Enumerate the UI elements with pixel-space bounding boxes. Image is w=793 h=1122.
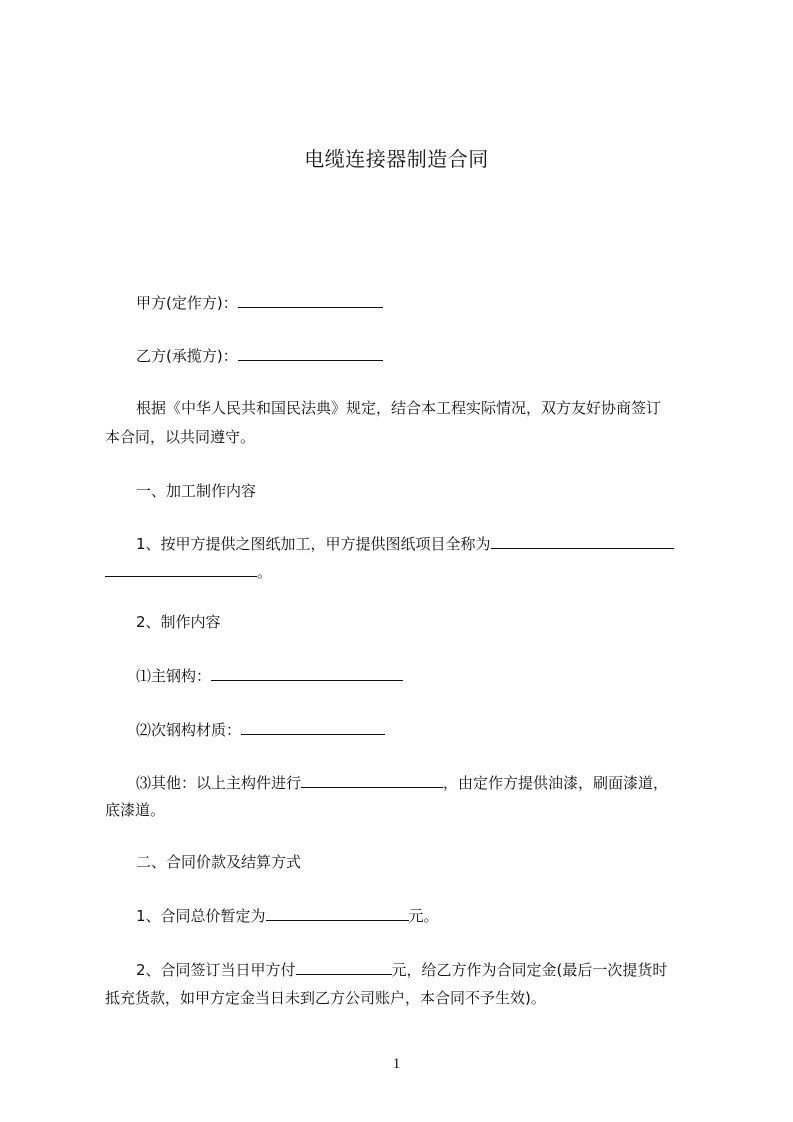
s2-item2-line2: 抵充货款，如甲方定金当日未到乙方公司账户，本合同不予生效)。 xyxy=(105,989,546,1007)
treatment-blank[interactable] xyxy=(301,773,443,788)
party-b-label: 乙方(承揽方)： xyxy=(136,347,238,365)
party-a-label: 甲方(定作方)： xyxy=(136,294,238,312)
s1-sub2-line xyxy=(136,720,385,739)
party-a-blank[interactable] xyxy=(238,293,383,308)
s2-item1-post: 元。 xyxy=(408,907,439,925)
s1-sub1-line xyxy=(136,666,403,685)
party-b-line xyxy=(136,346,383,365)
s2-item1-line xyxy=(136,906,439,925)
s1-sub1-label: ⑴主钢构： xyxy=(136,667,212,685)
s2-item1-pre: 1、合同总价暂定为 xyxy=(136,907,266,925)
s1-item1-line2 xyxy=(105,562,272,581)
s2-item2-line xyxy=(136,960,667,979)
s1-item1-line xyxy=(136,534,674,553)
s1-sub3-line xyxy=(136,773,668,792)
s1-item1-end: 。 xyxy=(257,563,273,581)
project-name-blank[interactable] xyxy=(491,534,674,549)
s1-sub2-label: ⑵次钢构材质： xyxy=(136,721,242,739)
page-number: 1 xyxy=(392,1056,401,1072)
section-2-heading: 二、合同价款及结算方式 xyxy=(136,853,302,871)
s2-item2-pre: 2、合同签订当日甲方付 xyxy=(136,961,296,979)
secondary-steel-blank[interactable] xyxy=(241,720,385,735)
deposit-blank[interactable] xyxy=(296,960,392,975)
document-title: 电缆连接器制造合同 xyxy=(304,147,489,171)
project-name-blank-continued[interactable] xyxy=(105,562,257,577)
s1-sub3-post: ，由定作方提供油漆，刷面漆道， xyxy=(443,774,669,792)
party-b-blank[interactable] xyxy=(238,346,383,361)
s2-item2-post: 元，给乙方作为合同定金(最后一次提货时 xyxy=(391,961,668,979)
main-steel-blank[interactable] xyxy=(211,666,403,681)
intro-line-1: 根据《中华人民共和国民法典》规定，结合本工程实际情况，双方友好协商签订 xyxy=(136,399,662,417)
party-a-line xyxy=(136,293,383,312)
s1-sub3-pre: ⑶其他：以上主构件进行 xyxy=(136,774,302,792)
s1-item1-text: 1、按甲方提供之图纸加工，甲方提供图纸项目全称为 xyxy=(136,535,491,553)
section-1-heading: 一、加工制作内容 xyxy=(136,482,257,500)
s1-item2-heading: 2、制作内容 xyxy=(136,613,221,631)
s1-sub3-line2: 底漆道。 xyxy=(105,801,166,819)
total-price-blank[interactable] xyxy=(266,906,409,921)
intro-line-2: 本合同，以共同遵守。 xyxy=(105,428,256,446)
